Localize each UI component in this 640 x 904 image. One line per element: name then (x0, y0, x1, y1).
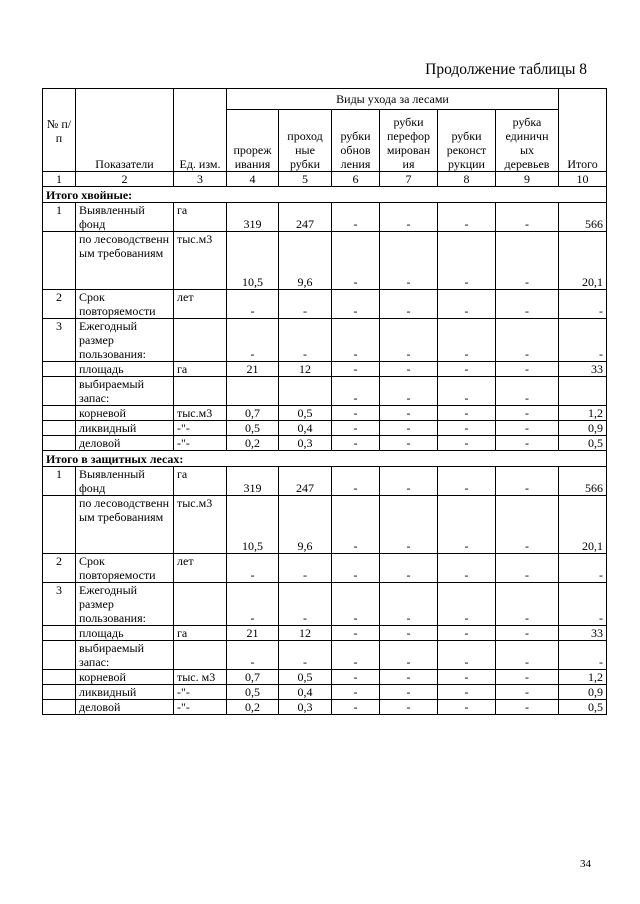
row-label: ликвидный (76, 421, 174, 436)
row-value: - (438, 436, 496, 451)
row-value: 0,7 (227, 406, 279, 421)
row-value: 0,4 (279, 685, 332, 700)
table-row (43, 641, 607, 670)
row-label: деловой (76, 700, 174, 715)
row-value: - (438, 685, 496, 700)
row-value: - (380, 670, 438, 685)
row-value: - (380, 436, 438, 451)
row-unit: -"- (174, 421, 227, 436)
row-value: 9,6 (279, 232, 332, 290)
row-value: - (332, 232, 380, 290)
col-number: 10 (559, 172, 607, 187)
row-value: - (438, 421, 496, 436)
row-value: 10,5 (227, 496, 279, 554)
row-value: - (380, 496, 438, 554)
col-number: 9 (496, 172, 559, 187)
row-label: Выявленный фонд (76, 203, 174, 232)
row-value: - (380, 685, 438, 700)
row-value: - (438, 583, 496, 626)
row-value: - (332, 406, 380, 421)
row-label: корневой (76, 670, 174, 685)
table-row (43, 406, 607, 421)
row-number (43, 626, 76, 641)
row-value: - (496, 232, 559, 290)
header-sub: прореж ивания (227, 110, 279, 172)
table-row (43, 700, 607, 715)
row-unit: лет (174, 290, 227, 319)
table-caption: Продолжение таблицы 8 (425, 61, 587, 78)
row-label: Выявленный фонд (76, 467, 174, 496)
row-value: - (380, 641, 438, 670)
row-value: - (438, 377, 496, 406)
row-value: - (332, 377, 380, 406)
row-value: - (559, 583, 607, 626)
row-unit: тыс.м3 (174, 232, 227, 290)
row-value: 1,2 (559, 670, 607, 685)
row-value: - (332, 554, 380, 583)
row-unit (174, 377, 227, 406)
row-number (43, 496, 76, 554)
table-row (43, 436, 607, 451)
table-row (43, 290, 607, 319)
row-value: 0,5 (227, 421, 279, 436)
row-value: 12 (279, 362, 332, 377)
row-number (43, 700, 76, 715)
forest-care-table (42, 88, 607, 715)
table-row (43, 362, 607, 377)
row-value: - (438, 203, 496, 232)
row-value: 9,6 (279, 496, 332, 554)
row-value: 21 (227, 626, 279, 641)
header-sub: рубка единичн ых деревьев (496, 110, 559, 172)
table-row (43, 421, 607, 436)
row-label: деловой (76, 436, 174, 451)
row-value: 0,3 (279, 436, 332, 451)
row-number (43, 685, 76, 700)
row-label: Ежегодный размер пользования: (76, 583, 174, 626)
row-unit: га (174, 203, 227, 232)
table-row (43, 685, 607, 700)
header-sub: проход ные рубки (279, 110, 332, 172)
row-value: - (332, 319, 380, 362)
row-unit: тыс.м3 (174, 496, 227, 554)
row-unit: га (174, 362, 227, 377)
row-value: - (438, 290, 496, 319)
row-number: 1 (43, 467, 76, 496)
table-row (43, 377, 607, 406)
col-number: 4 (227, 172, 279, 187)
row-value: - (332, 583, 380, 626)
row-value: - (380, 583, 438, 626)
row-value: - (227, 319, 279, 362)
row-value: - (279, 554, 332, 583)
row-number (43, 421, 76, 436)
row-value: 0,5 (227, 685, 279, 700)
row-value: 20,1 (559, 232, 607, 290)
table-row (43, 467, 607, 496)
row-value: - (496, 421, 559, 436)
row-number (43, 641, 76, 670)
row-value: 319 (227, 203, 279, 232)
row-value: - (380, 421, 438, 436)
row-value: 0,9 (559, 685, 607, 700)
row-value: - (332, 421, 380, 436)
page-number: 34 (580, 858, 591, 870)
row-value: 247 (279, 203, 332, 232)
header-group: Виды ухода за лесами (227, 89, 559, 110)
col-number: 2 (76, 172, 174, 187)
col-number: 6 (332, 172, 380, 187)
row-value: 0,5 (559, 700, 607, 715)
row-value: - (332, 626, 380, 641)
row-value: - (332, 641, 380, 670)
row-value: - (380, 362, 438, 377)
row-value: - (279, 319, 332, 362)
row-value: 0,7 (227, 670, 279, 685)
header-sub: рубки реконст рукции (438, 110, 496, 172)
row-value: 566 (559, 203, 607, 232)
row-value: - (496, 554, 559, 583)
header-num: № п/п (43, 89, 76, 172)
row-value: - (496, 406, 559, 421)
row-value: 0,5 (279, 670, 332, 685)
row-value: - (438, 626, 496, 641)
row-value: - (438, 232, 496, 290)
section-title: Итого в защитных лесах: (43, 451, 607, 467)
row-value: - (332, 670, 380, 685)
row-value: - (496, 626, 559, 641)
row-value: - (380, 319, 438, 362)
row-value: - (227, 641, 279, 670)
row-value: 0,3 (279, 700, 332, 715)
row-number (43, 232, 76, 290)
row-value: - (496, 203, 559, 232)
row-value: - (332, 467, 380, 496)
row-value: - (380, 626, 438, 641)
row-value: 33 (559, 362, 607, 377)
row-value: 21 (227, 362, 279, 377)
row-value: - (438, 467, 496, 496)
col-number: 3 (174, 172, 227, 187)
header-unit: Ед. изм. (174, 89, 227, 172)
row-value: - (438, 319, 496, 362)
row-unit: тыс. м3 (174, 670, 227, 685)
row-value: - (496, 700, 559, 715)
row-unit (174, 641, 227, 670)
row-number: 2 (43, 290, 76, 319)
row-number (43, 436, 76, 451)
row-value: 12 (279, 626, 332, 641)
row-label: ликвидный (76, 685, 174, 700)
row-number: 3 (43, 583, 76, 626)
col-number: 8 (438, 172, 496, 187)
table-row (43, 554, 607, 583)
row-unit (174, 319, 227, 362)
row-value: - (496, 670, 559, 685)
row-value (559, 377, 607, 406)
row-value: - (332, 700, 380, 715)
header-sub: рубки обнов ления (332, 110, 380, 172)
row-value: - (227, 290, 279, 319)
row-value: - (332, 203, 380, 232)
row-number: 3 (43, 319, 76, 362)
row-value: - (332, 362, 380, 377)
row-unit (174, 583, 227, 626)
row-value: 1,2 (559, 406, 607, 421)
row-unit: -"- (174, 685, 227, 700)
row-value: - (496, 362, 559, 377)
row-unit: тыс.м3 (174, 406, 227, 421)
row-value: - (380, 700, 438, 715)
row-value: - (279, 290, 332, 319)
row-value: - (380, 406, 438, 421)
row-value: 0,9 (559, 421, 607, 436)
row-value: - (438, 554, 496, 583)
row-value: - (279, 641, 332, 670)
section-title: Итого хвойные: (43, 187, 607, 203)
row-unit: га (174, 626, 227, 641)
row-label: Срок повторяемости (76, 554, 174, 583)
table-row (43, 626, 607, 641)
row-value: 33 (559, 626, 607, 641)
row-value: - (380, 203, 438, 232)
row-value: - (559, 319, 607, 362)
row-label: Срок повторяемости (76, 290, 174, 319)
row-value: - (496, 583, 559, 626)
table-row (43, 496, 607, 554)
row-value: - (332, 496, 380, 554)
row-value: - (496, 290, 559, 319)
row-value: - (380, 290, 438, 319)
row-label: площадь (76, 362, 174, 377)
row-number (43, 377, 76, 406)
row-value: - (380, 232, 438, 290)
row-unit: лет (174, 554, 227, 583)
row-value: - (380, 554, 438, 583)
row-value: - (559, 554, 607, 583)
table-row (43, 583, 607, 626)
row-number: 2 (43, 554, 76, 583)
row-label: по лесоводственн ым требованиям (76, 232, 174, 290)
row-value: 247 (279, 467, 332, 496)
row-value: 0,5 (279, 406, 332, 421)
row-number (43, 362, 76, 377)
row-value: 0,2 (227, 436, 279, 451)
row-value: - (438, 362, 496, 377)
row-value: 566 (559, 467, 607, 496)
row-value: 319 (227, 467, 279, 496)
row-label: выбираемый запас: (76, 641, 174, 670)
row-value: - (332, 290, 380, 319)
table-row (43, 319, 607, 362)
row-value: - (227, 554, 279, 583)
row-value: - (496, 319, 559, 362)
header-total: Итого (559, 89, 607, 172)
row-value: - (496, 496, 559, 554)
row-value: - (332, 436, 380, 451)
row-value: - (380, 377, 438, 406)
col-number: 1 (43, 172, 76, 187)
row-value: - (496, 377, 559, 406)
row-value: - (438, 670, 496, 685)
row-value: - (380, 467, 438, 496)
row-number (43, 406, 76, 421)
col-number: 7 (380, 172, 438, 187)
row-number (43, 670, 76, 685)
row-value: 10,5 (227, 232, 279, 290)
row-label: корневой (76, 406, 174, 421)
table-row (43, 670, 607, 685)
row-label: площадь (76, 626, 174, 641)
row-value: - (559, 290, 607, 319)
row-unit: -"- (174, 436, 227, 451)
col-number: 5 (279, 172, 332, 187)
table-row (43, 203, 607, 232)
row-value: 0,2 (227, 700, 279, 715)
row-unit: га (174, 467, 227, 496)
row-value: 0,4 (279, 421, 332, 436)
row-unit: -"- (174, 700, 227, 715)
header-sub: рубки перефор мирован ия (380, 110, 438, 172)
row-value: - (438, 406, 496, 421)
row-value (279, 377, 332, 406)
row-value: 20,1 (559, 496, 607, 554)
row-value: - (332, 685, 380, 700)
row-label: по лесоводственн ым требованиям (76, 496, 174, 554)
row-label: выбираемый запас: (76, 377, 174, 406)
row-value (227, 377, 279, 406)
row-value: - (496, 685, 559, 700)
row-value: 0,5 (559, 436, 607, 451)
row-number: 1 (43, 203, 76, 232)
table-row (43, 232, 607, 290)
row-label: Ежегодный размер пользования: (76, 319, 174, 362)
row-value: - (438, 700, 496, 715)
row-value: - (227, 583, 279, 626)
row-value: - (496, 641, 559, 670)
row-value: - (438, 641, 496, 670)
row-value: - (279, 583, 332, 626)
row-value: - (496, 436, 559, 451)
row-value: - (438, 496, 496, 554)
row-value: - (559, 641, 607, 670)
row-value: - (496, 467, 559, 496)
header-indicator: Показатели (76, 89, 174, 172)
